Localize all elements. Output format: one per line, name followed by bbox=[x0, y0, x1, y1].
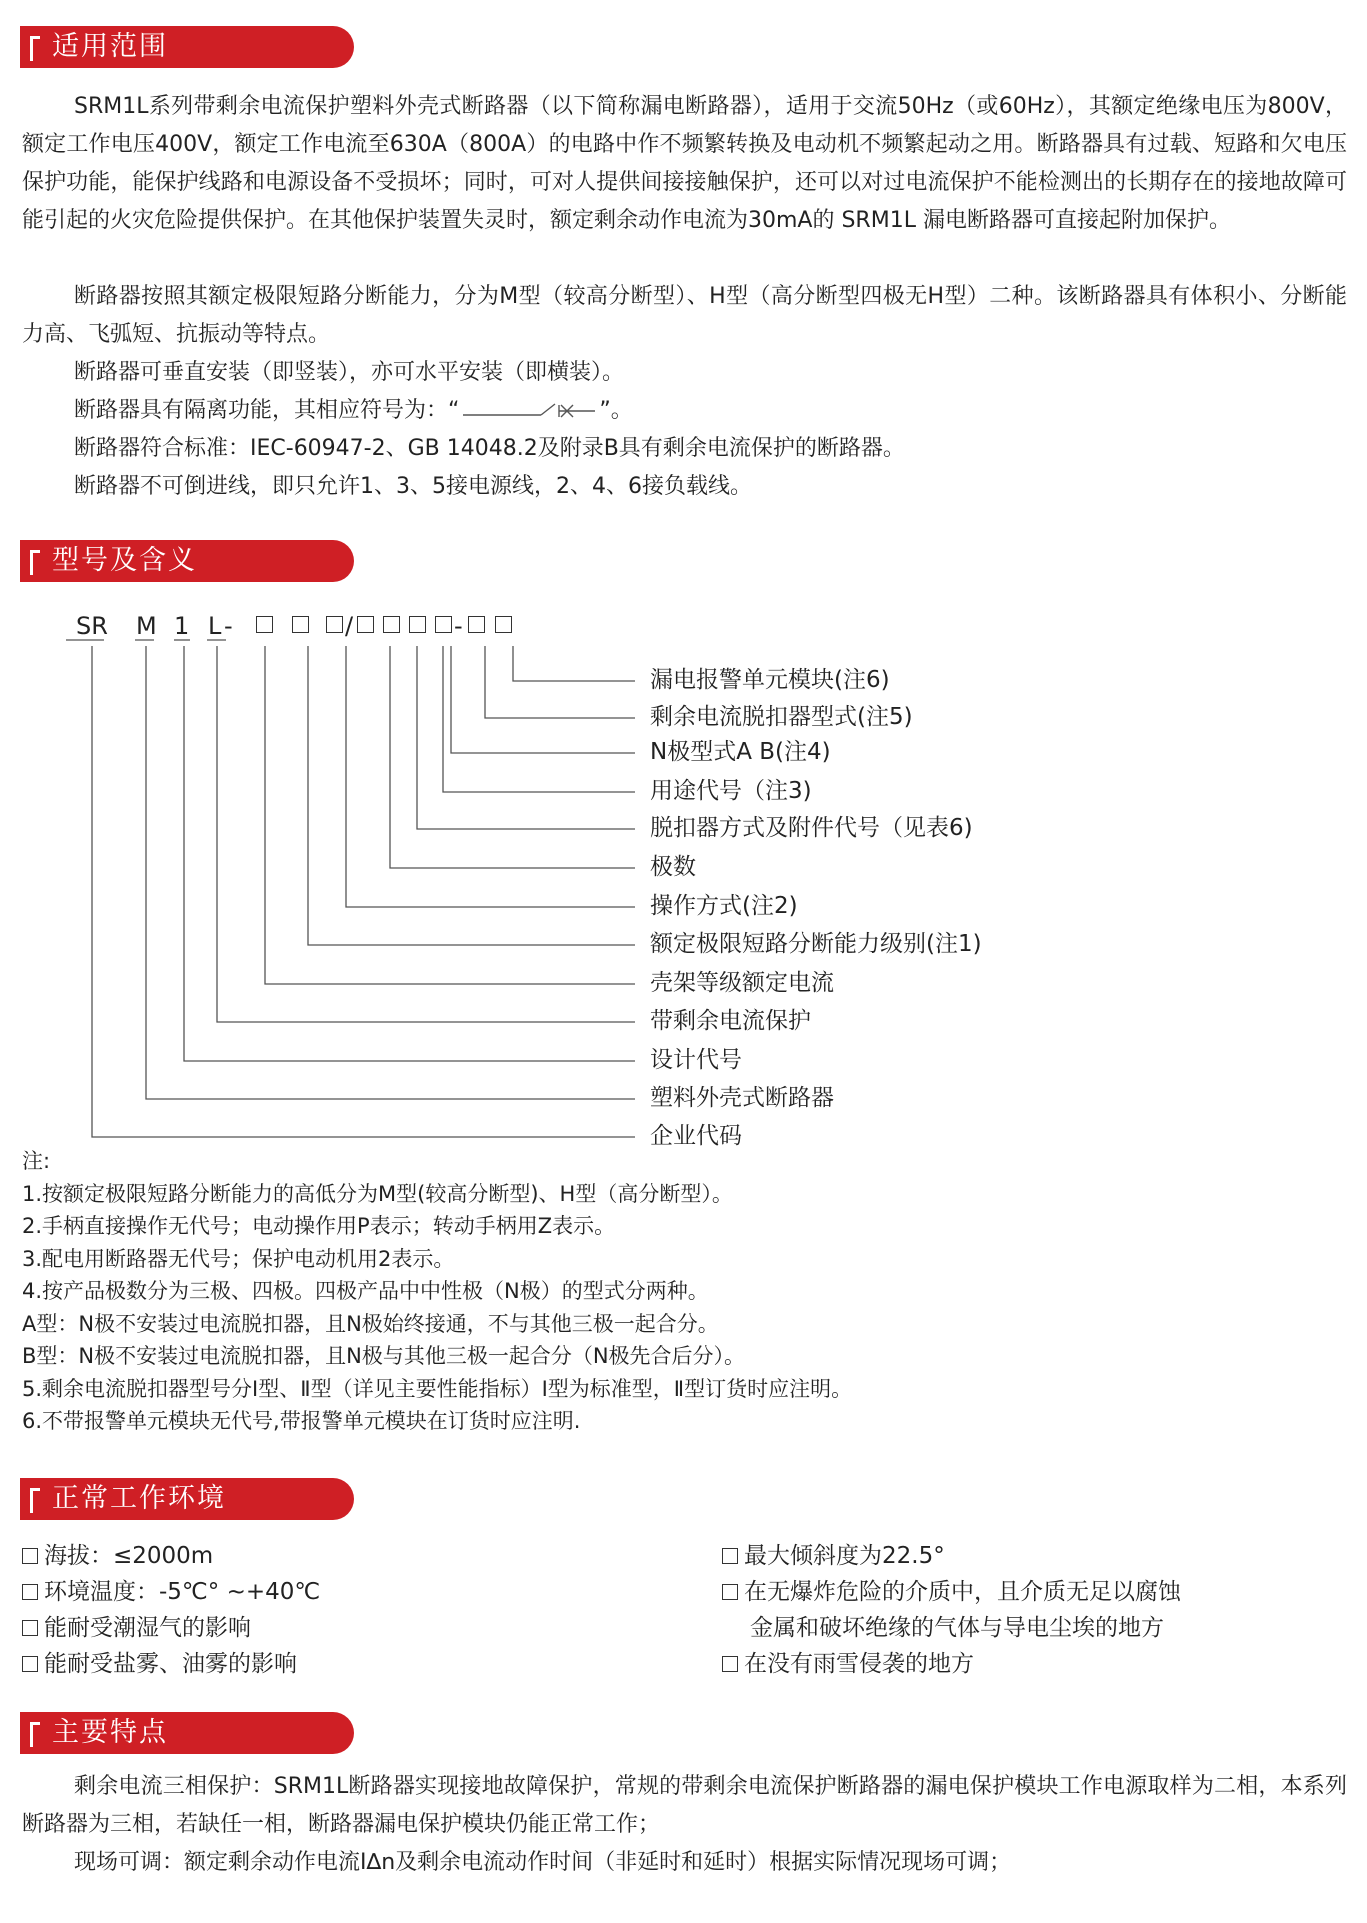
section-title-environment: 正常工作环境 bbox=[52, 1483, 226, 1514]
model-label-13: 企业代码 bbox=[650, 1123, 742, 1149]
model-label-9: 壳架等级额定电流 bbox=[650, 970, 834, 996]
env-left-4: 能耐受盐雾、油雾的影响 bbox=[22, 1646, 297, 1682]
section-title-features: 主要特点 bbox=[52, 1717, 168, 1748]
model-label-10: 带剩余电流保护 bbox=[650, 1008, 811, 1034]
env-left-2: 环境温度：-5℃° ~+40℃ bbox=[22, 1574, 320, 1610]
env-left-3: 能耐受潮湿气的影响 bbox=[22, 1610, 251, 1646]
scope-paragraph-5: 断路器符合标准：IEC-60947-2、GB 14048.2及附录B具有剩余电流保护的断路器。 bbox=[74, 436, 905, 461]
model-label-6: 极数 bbox=[650, 854, 696, 880]
model-label-8: 额定极限短路分断能力级别(注1) bbox=[650, 931, 982, 957]
corner-mark-icon bbox=[30, 1488, 40, 1513]
model-label-1: 漏电报警单元模块(注6) bbox=[650, 667, 890, 693]
env-left-1: 海拔：≤2000m bbox=[22, 1538, 213, 1574]
checkbox-icon bbox=[22, 1656, 38, 1672]
scope-paragraph-3: 断路器可垂直安装（即竖装），亦可水平安装（即横装）。 bbox=[74, 360, 625, 385]
note-2: 2.手柄直接操作无代号；电动操作用P表示；转动手柄用Z表示。 bbox=[22, 1214, 616, 1238]
note-1: 1.按额定极限短路分断能力的高低分为M型(较高分断型)、H型（高分断型）。 bbox=[22, 1181, 733, 1206]
note-5: 5.剩余电流脱扣器型号分Ⅰ型、Ⅱ型（详见主要性能指标）Ⅰ型为标准型，Ⅱ型订货时应注明。 bbox=[22, 1376, 853, 1401]
scope-paragraph-2: 断路器按照其额定极限短路分断能力，分为M型（较高分断型）、H型（高分断型四极无H型）二种。该断路器具有体积小、分断能力高、飞弧短、抗振动等特点。 bbox=[22, 284, 1347, 347]
note-4: 4.按产品极数分为三极、四极。四极产品中中性极（N极）的型式分两种。 bbox=[22, 1279, 709, 1303]
features-paragraph-1: 剩余电流三相保护：SRM1L断路器实现接地故障保护，常规的带剩余电流保护断路器的漏电保护模块工作电源取样为二相，本系列断路器为三相，若缺任一相，断路器漏电保护模块仍能正常工作； bbox=[22, 1774, 1347, 1837]
code-l: L bbox=[208, 612, 222, 640]
env-right-2: 在无爆炸危险的介质中，且介质无足以腐蚀 bbox=[722, 1574, 1181, 1610]
section-title-model: 型号及含义 bbox=[52, 545, 197, 576]
model-label-7: 操作方式(注2) bbox=[650, 893, 798, 919]
env-right-3: 在没有雨雪侵袭的地方 bbox=[722, 1646, 974, 1682]
section-header-features bbox=[20, 1712, 354, 1754]
section-header-environment bbox=[20, 1478, 354, 1520]
model-label-5: 脱扣器方式及附件代号（见表6) bbox=[650, 815, 973, 841]
scope-p4-post: ”。 bbox=[599, 398, 633, 423]
section-title-scope: 适用范围 bbox=[52, 31, 168, 62]
checkbox-icon bbox=[722, 1656, 738, 1672]
note-4a: A型：N极不安装过电流脱扣器，且N极始终接通，不与其他三极一起合分。 bbox=[22, 1311, 719, 1336]
scope-p4-pre: 断路器具有隔离功能，其相应符号为：“ bbox=[74, 398, 460, 423]
model-label-4: 用途代号（注3) bbox=[650, 778, 812, 804]
checkbox-icon bbox=[22, 1548, 38, 1564]
model-label-2: 剩余电流脱扣器型式(注5) bbox=[650, 704, 913, 730]
scope-paragraph-6: 断路器不可倒进线，即只允许1、3、5接电源线，2、4、6接负载线。 bbox=[74, 474, 752, 499]
checkbox-icon bbox=[22, 1620, 38, 1636]
note-heading: 注: bbox=[22, 1149, 51, 1173]
model-notes bbox=[22, 1145, 1342, 1438]
features-paragraph-2: 现场可调：额定剩余动作电流I∆n及剩余电流动作时间（非延时和延时）根据实际情况现场可调； bbox=[74, 1850, 1012, 1875]
model-label-3: N极型式A B(注4) bbox=[650, 739, 831, 765]
checkbox-icon bbox=[22, 1584, 38, 1600]
code-sr: SR bbox=[76, 612, 108, 640]
model-label-12: 塑料外壳式断路器 bbox=[650, 1085, 834, 1111]
corner-mark-icon bbox=[30, 1722, 40, 1747]
model-label-11: 设计代号 bbox=[650, 1047, 742, 1073]
note-4b: B型：N极不安装过电流脱扣器，且N极与其他三极一起合分（N极先合后分）。 bbox=[22, 1344, 746, 1368]
note-6: 6.不带报警单元模块无代号,带报警单元模块在订货时应注明. bbox=[22, 1409, 581, 1433]
env-right-1: 最大倾斜度为22.5° bbox=[722, 1538, 945, 1574]
scope-paragraph-1: SRM1L系列带剩余电流保护塑料外壳式断路器（以下简称漏电断路器），适用于交流50Hz（或60Hz），其额定绝缘电压为800V，额定工作电压400V，额定工作电流至630A（800A）的电路中作不频繁转换及电动机不频繁起动之用。断路器具有过载、短路和欠电压保护功能，能保护线路和电源设备不受损坏；同时，可对人提供间接接触保护，还可以对过电流保护不能检测出的长期存在的接地故障可能引起的火灾危险提供保护。在其他保护装置失灵时，额定剩余动作电流为30mA的 SRM1L 漏电断路器可直接起附加保护。 bbox=[22, 94, 1347, 233]
checkbox-icon bbox=[722, 1584, 738, 1600]
checkbox-icon bbox=[722, 1548, 738, 1564]
code-dash-1: - bbox=[224, 612, 233, 640]
code-dash-2: - bbox=[454, 612, 463, 640]
code-slash: / bbox=[345, 612, 354, 640]
code-m: M bbox=[136, 612, 157, 640]
code-1: 1 bbox=[174, 612, 190, 640]
note-3: 3.配电用断路器无代号；保护电动机用2表示。 bbox=[22, 1246, 455, 1271]
env-right-2-continued: 金属和破坏绝缘的气体与导电尘埃的地方 bbox=[750, 1615, 1164, 1641]
